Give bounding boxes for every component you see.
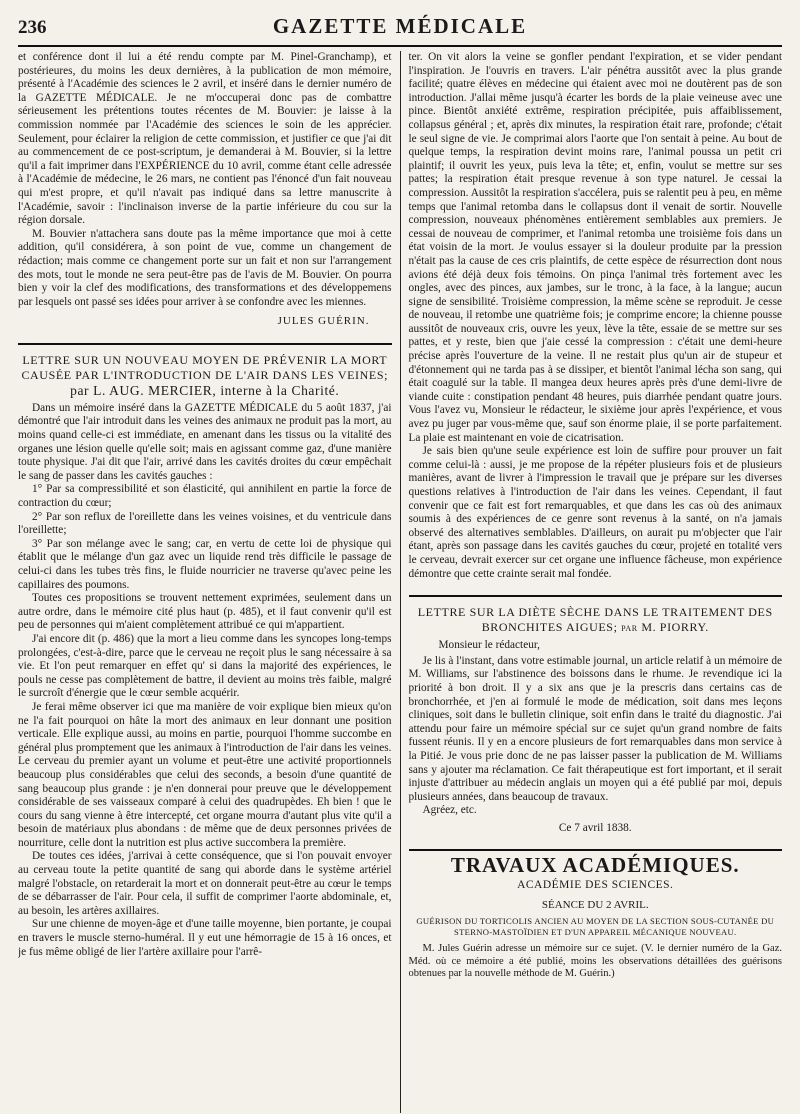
paragraph: Je sais bien qu'une seule expérience est loin de suffire pour prouver un fait comme celui-là : aussi, je me propose de la répéter plusieurs fois et de plusieurs manières, avant de livrer à l'impression le travail que je prépare sur les diverses questions relatives à l'introduction de l'air dans les veines. Cependant, il faut convenir que ce fait est fort remarquables, et que dans les cas où des animaux soumis à des expériences de ce genre sont revenus à la santé, on n'a jamais observé des alternatives semblables. D'ailleurs, on aurait pu m'objecter que l'air étant, après son passage dans les cavités gauches du cœur, projeté en totalité vers le cerveau, devrait exercer sur cet organe une influence fâcheuse, mon expérience démontre que cette crainte serait mal fondée. [408,445,782,580]
article-title-line: LETTRE SUR UN NOUVEAU MOYEN DE PRÉVENIR LA MORT [22,352,388,367]
paragraph: 2° Par son reflux de l'oreillette dans les veines voisines, et du ventricule dans l'oreillette; [18,510,392,537]
paragraph: M. Bouvier n'attachera sans doute pas la même importance que moi à cette addition, qu'il considérera, à son point de vue, comme un changement de rédaction; mais comme ce changement porte sur un fait et non sur l'arrangement des mots, tout le monde ne sera peut-être pas de l'avis de M. Bouvier. On pourra bien y voir la clef des modifications, des transformations et des développemens par lesquels ont passé ses idées pour arriver à se confondre avec les miennes. [18,227,392,308]
paragraph: ter. On vit alors la veine se gonfler pendant l'expiration, et se vider pendant l'inspiration. Je l'ouvris en travers. L'air pénétra aussitôt avec la plus grande facilité; quatre élèves en médecine qui étaient avec moi ne doutèrent pas de son introduction. J'allai même jusqu'à écarter les bords de la plaie veineuse avec une pince. Bientôt anxiété extrême, respiration précipitée, puis affaiblissement, collapsus général ; et, après dix minutes, la respiration était rare, profonde; c'était le seul signe de vie. Je comprimai alors l'aorte que l'on sentait à peine. Au bout de quelque temps, la respiration devint moins rare, l'animal poussa un petit cri plaintif; il ouvrit les yeux, puis leva la tête; et, enfin, voulut se mettre sur ses pattes; la respiration était presque revenue à son type naturel. Je cessai la compression. Aussitôt la respiration s'accélera, puis se ralentit peu à peu, en même temps que l'animal retomba dans le collapsus dont il venait de sortir. Nouvelle compression, nouveaux phénomènes entièrement semblables aux premiers. Je cessai de nouveau de comprimer, et l'animal retomba une troisième fois dans un état voisin de la mort. Je voulus essayer si la douleur produite par la pression n'était pas la cause de ces cris plaintifs, de cette espèce de résurrection dont nous avions été déjà deux fois témoins. On pinça l'animal très fortement avec les ongles, avec des pinces, aux jambes, sur le tronc, à la face, à la langue; aucun signe de sensibilité. Troisième compression, la même scène se reproduit. Je cesse de nouveau, il retombe une quatrième fois; je comprime encore; la chienne pousse aussitôt de nouveaux cris, ouvre les yeux, lève la tête, essaie de se mettre sur ses pattes, et y reste, bien que j'aie cessé la compression : c'était une demi-heure précise après l'ouverture de la veine. Il ne restait plus qu'un air de stupeur et d'étonnement qui ne tarda pas à se dissiper, et bientôt l'animal lécha son sang, qui était coagulé sur la table. Il mangea deux heures après près d'une demi-livre de viande cuite : constipation pendant 48 heures, puis diarrhée pendant quatre jours. Vous l'avez vu, Monsieur le rédacteur, le sixième jour après l'expérience, et vous avez pu juger par vous-même que, sauf son énorme plaie, il se porte parfaitement. La plaie est maintenant en voie de cicatrisation. [408,51,782,444]
article-title-line: CAUSÉE PAR L'INTRODUCTION DE L'AIR DANS LES VEINES; [21,367,389,382]
article-divider [409,595,783,597]
article-title [18,353,392,398]
left-column [18,51,401,1113]
paragraph: Je lis à l'instant, dans votre estimable journal, un article relatif à un mémoire de M. Williams, sur l'abstinence des boissons dans le rhume. Je revendique ici la priorité à bon droit. Il y a six ans que je la prescris dans certains cas de bronchorrhée, et j'en ai formulé le mode de médication, soit dans mes leçons cliniques, soit dans le bulletin clinique, soit enfin dans le traité du diagnostic. J'ai attendu pour faire un mémoire spécial sur ce sujet qu'un grand nombre de faits fussent réunis. Il y en a encore plusieurs de fort remarquables dans mon service à la Pitié. Je vous prie donc de ne pas laisser passer la publication de M. Williams sans y ajouter ma réclamation. Ce fait thérapeutique est fort important, et il serait injuste d'attribuer au médecin anglais un moyen qui a été publié par moi, depuis plusieurs années, dans beaucoup de travaux. [408,654,782,803]
article-author: par L. AUG. MERCIER, interne à la Charité. [70,382,340,398]
closing: Agréez, etc. [422,804,477,817]
paragraph: 3° Par son mélange avec le sang; car, en vertu de cette loi de physique qui établit que le mélange d'un gaz avec un liquide rend très difficile le passage de celui-ci dans les tubes très fins, le fluide nourricier ne traverse qu'avec peine les capillaires des poumons. [18,537,392,591]
columns [18,51,782,1113]
section-title: TRAVAUX ACADÉMIQUES. [450,853,740,878]
paragraph: Dans un mémoire inséré dans la GAZETTE MÉDICALE du 5 août 1837, j'ai démontré que l'air introduit dans les veines des animaux ne produit pas la mort, au moins quand celle-ci est immédiate, en amenant dans les tissus ou la vitalité des organes une lésion quelle qu'elle soit; mais en agissant comme gaz, d'une manière toute physique. J'ai dit que l'air, arrivé dans les cavités droites du cœur empêchait le sang de passer dans les cavités gauches : [18,401,392,482]
journal-title: GAZETTE MÉDICALE [272,14,528,38]
article-title-line: BRONCHITES AIGUES; par M. PIORRY. [481,620,709,635]
paragraph: Je ferai même observer ici que ma manière de voir explique bien mieux qu'on ne l'a fait pourquoi on hâte la mort des animaux en leur donnant une position verticale. Elle explique aussi, au moins en partie, pourquoi l'homme succombe en général plus promptement que les animaux à l'introduction de l'air dans les veines. Le cerveau du premier ayant un volume et peut-être une activité proportionnels beaucoup plus considérables que celui des seconds, a besoin d'une quantité de sang beaucoup plus grande : je n'en donnerai pour preuve que le développement considérable de ses vaisseaux comparé à celui des quadrupèdes. Eh bien ! que le cours du sang vienne à être intercepté, cet organe mourra d'autant plus vite qu'il a besoin de matériaux plus abondans : de même que de deux personnes privées de nourriture, celle dont la nutrition est plus active succombera la première. [18,700,392,849]
item-heading: GUÉRISON DU TORTICOLIS ANCIEN AU MOYEN DE LA SECTION SOUS-CUTANÉE DU STERNO-MASTOÏDIEN ET D'UN APPAREIL MÉCANIQUE NOUVEAU. [416,916,775,937]
paragraph: Sur une chienne de moyen-âge et d'une taille moyenne, bien portante, je coupai en travers le muscle sterno-huméral. Il y eut une hémorragie de 15 à 16 onces, et je fus même obligé de lier l'artère axillaire pour l'arrê- [18,918,392,958]
article-title [409,605,783,635]
right-column [401,51,783,1113]
paragraph: M. Jules Guérin adresse un mémoire sur ce sujet. (V. le dernier numéro de la Gaz. Méd. où ce mémoire a été publié, moins les observations détaillées des guérisons obtenues par la nouvelle méthode de M. Guérin.) [408,943,782,980]
paragraph: 1° Par sa compressibilité et son élasticité, qui annihilent en partie la force de contraction du cœur; [18,483,392,510]
salutation: Monsieur le rédacteur, [438,639,540,652]
paragraph: J'ai encore dit (p. 486) que la mort a lieu comme dans les syncopes long-temps prolongées, c'est-à-dire, parce que le cerveau ne reçoit plus le sang nécessaire à sa vie. Et l'on peut remarquer en effet qu' si dans la majorité des expériences, le pouls ne cesse pas complètement de battre, il devient au moins très faible, malgré le surcroît d'énergie que le cœur semble acquérir. [18,632,392,700]
signature: JULES GUÉRIN. [277,315,370,328]
letter-date: Ce 7 avril 1838. [558,821,632,834]
article-title-line: LETTRE SUR LA DIÈTE SÈCHE DANS LE TRAITEMENT DES [417,605,773,620]
paragraph: De toutes ces idées, j'arrivai à cette conséquence, que si l'on pouvait envoyer au cerveau toute la petite quantité de sang qui aborde dans le système artériel malgré l'obstacle, on retarderait la mort et on donnerait peut-être au cœur le temps de se débarrasser de l'air. Pour cela, il suffit de comprimer l'aorte abdominale, et, au besoin, les artères axillaires. [18,850,392,917]
academy-heading: ACADÉMIE DES SCIENCES. [517,879,674,892]
article-divider [18,343,392,345]
page-number: 236 [18,17,47,38]
section-divider [409,849,783,851]
masthead [18,14,782,47]
paragraph: Toutes ces propositions se trouvent nettement exprimées, seulement dans un autre ordre, dans le mémoire cité plus haut (p. 485), et il faut convenir qu'il est peu de personnes qui m'aient complètement attribué ce qui m'appartient. [18,592,392,632]
paragraph: et conférence dont il lui a été rendu compte par M. Pinel-Granchamp), et postérieures, du moins les deux dernières, à la publication de mon mémoire, présenté à l'Académie des sciences le 2 avril, et inséré dans le dernier numéro de la GAZETTE MÉDICALE. Je ne m'occuperai donc pas de combattre sérieusement les prétentions toutes récentes de M. Bouvier: je laisse à la commission nommée par l'Académie des sciences le soin de les apprécier. Seulement, pour éclairer la religion de cette commission, et justifier ce que j'ai dit au commencement de ce post-scriptum, je demanderai à M. Bouvier, si la lettre qu'il a fait imprimer dans l'EXPÉRIENCE du 10 avril, comme étant celle adressée à l'Académie de médecine, le 26 mars, ne contient pas l'énoncé d'un fait nouveau qui m'est propre, et qu'il n'avait pas indiqué dans sa lettre manuscrite à l'Académie, savoir : l'inclinaison inverse de la partie inférieure du cou sur la région dorsale. [18,51,392,227]
session-heading: SÉANCE DU 2 AVRIL. [541,898,649,911]
